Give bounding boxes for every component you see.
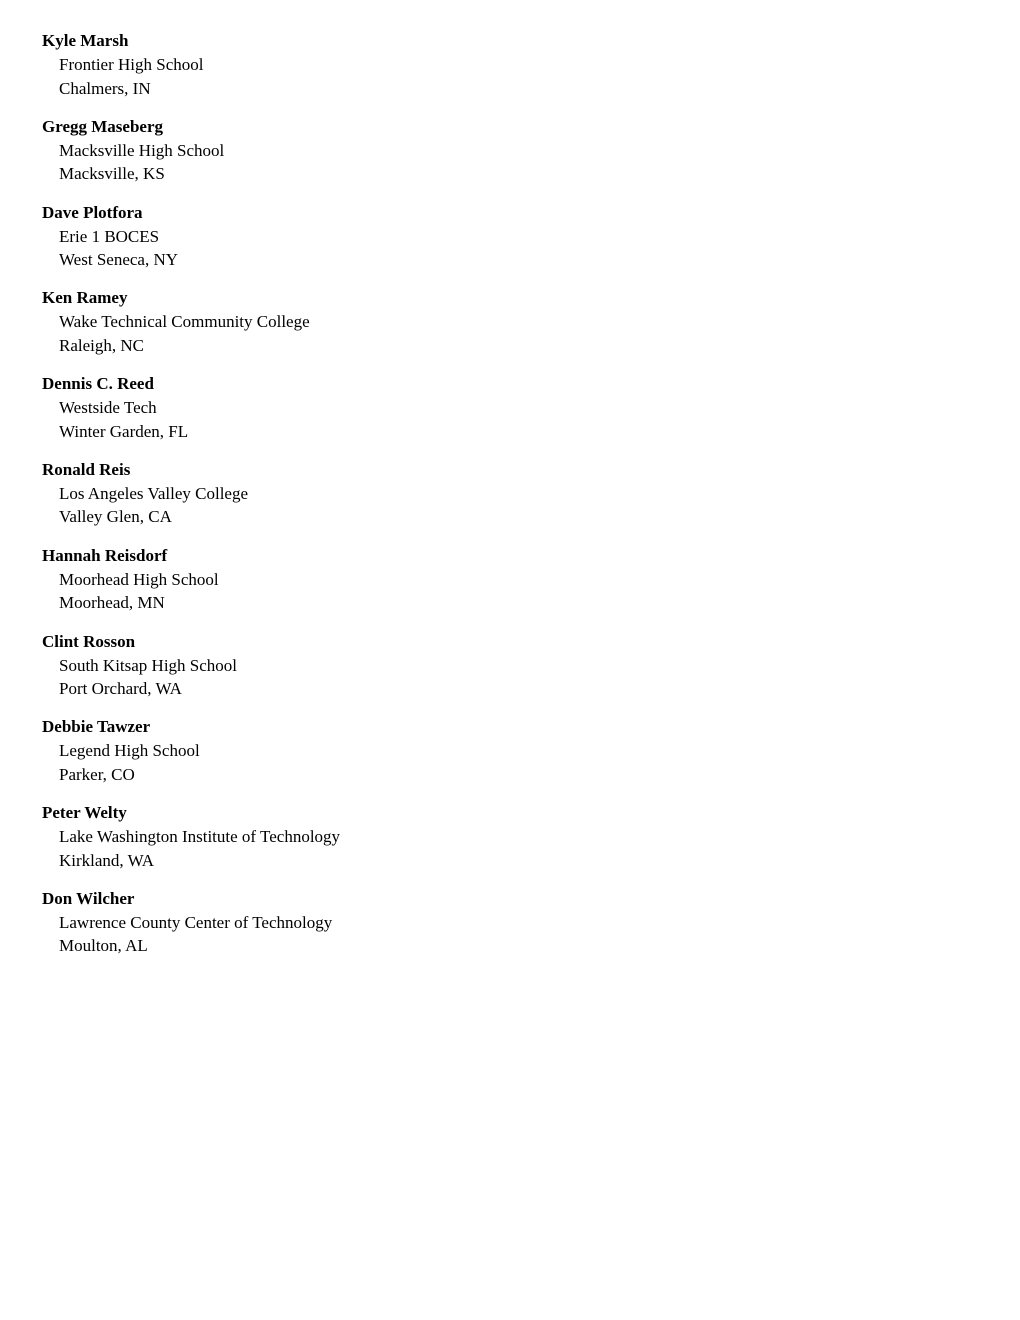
contributor-entry xyxy=(42,630,982,716)
contributor-name: Gregg Maseberg xyxy=(42,116,164,136)
contributor-location: West Seneca, NY xyxy=(59,250,179,270)
contributor-location: Raleigh, NC xyxy=(59,335,144,355)
contributor-institution: Moorhead High School xyxy=(59,569,219,589)
contributor-entry xyxy=(42,801,982,887)
contributor-entry xyxy=(42,458,982,544)
contributor-location: Valley Glen, CA xyxy=(59,507,172,527)
contributor-entry xyxy=(42,29,982,115)
contributor-institution: Macksville High School xyxy=(59,140,225,160)
contributor-location: Moulton, AL xyxy=(59,936,148,956)
contributor-name: Debbie Tawzer xyxy=(42,717,151,737)
contributor-name: Dave Plotfora xyxy=(42,202,143,222)
contributor-location: Winter Garden, FL xyxy=(59,421,189,441)
contributor-location: Chalmers, IN xyxy=(59,78,151,98)
contributor-entry xyxy=(42,715,982,801)
contributor-institution: Lawrence County Center of Technology xyxy=(59,912,333,932)
contributor-name: Don Wilcher xyxy=(42,888,135,908)
contributor-list xyxy=(42,29,982,973)
contributor-name: Peter Welty xyxy=(42,803,127,823)
contributor-institution: South Kitsap High School xyxy=(59,655,238,675)
contributor-name: Ronald Reis xyxy=(42,459,131,479)
contributor-institution: Lake Washington Institute of Technology xyxy=(59,827,341,847)
contributor-institution: Los Angeles Valley College xyxy=(59,483,249,503)
contributor-location: Moorhead, MN xyxy=(59,593,165,613)
contributor-institution: Wake Technical Community College xyxy=(59,312,310,332)
contributor-entry xyxy=(42,115,982,201)
contributor-institution: Erie 1 BOCES xyxy=(59,226,160,246)
contributor-entry xyxy=(42,201,982,287)
contributor-institution: Legend High School xyxy=(59,741,200,761)
contributor-name: Kyle Marsh xyxy=(42,31,129,50)
contributor-entry xyxy=(42,372,982,458)
contributor-location: Parker, CO xyxy=(59,764,135,784)
contributor-name: Ken Ramey xyxy=(42,288,128,308)
contributor-entry xyxy=(42,887,982,973)
contributor-location: Port Orchard, WA xyxy=(59,679,182,699)
contributor-institution: Westside Tech xyxy=(59,398,157,418)
contributor-location: Kirkland, WA xyxy=(59,850,155,870)
contributor-name: Dennis C. Reed xyxy=(42,374,154,394)
contributor-location: Macksville, KS xyxy=(59,164,165,184)
contributor-institution: Frontier High School xyxy=(59,55,204,74)
contributor-entry xyxy=(42,286,982,372)
contributor-name: Hannah Reisdorf xyxy=(42,545,168,565)
contributor-name: Clint Rosson xyxy=(42,631,136,651)
contributor-entry xyxy=(42,544,982,630)
